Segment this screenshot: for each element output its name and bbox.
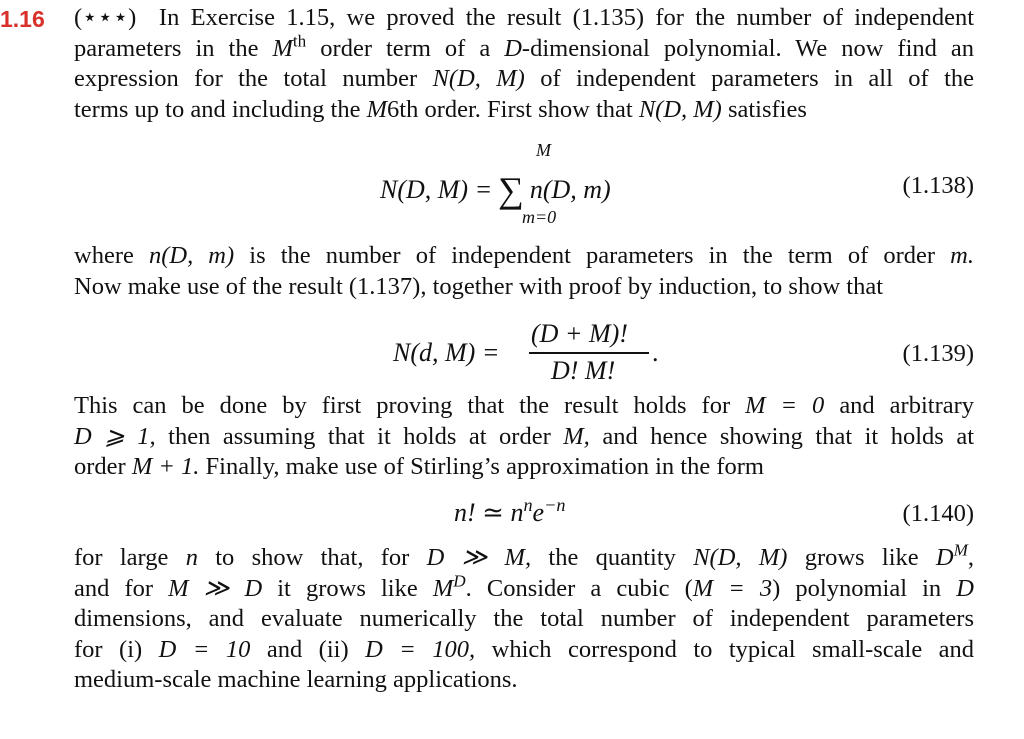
stirling-paragraph — [74, 540, 975, 696]
equation-number: (1.138) — [902, 172, 974, 199]
fraction-denominator: D! M! — [551, 356, 616, 385]
equation-1140: n! ≃ $n^ne^{-n}$ — [454, 495, 566, 527]
fraction-bar — [529, 352, 649, 354]
equation-number: (1.139) — [902, 340, 974, 367]
text-line: for (i) D = 10 and (ii) D = 100, which correspond to typical small-scale and — [74, 635, 975, 663]
text-line: This can be done by first proving that the result holds for M = 0 and arbitrary — [74, 392, 975, 419]
exercise-number: 1.16 — [0, 6, 45, 32]
text-line: medium-scale machine learning applications. — [74, 666, 518, 694]
text-line: parameters in the Mth order term of a D-dimensional polynomial. We now find an — [74, 31, 975, 62]
equation-1138: N(D, M) = ∑ n(D, m) — [380, 170, 611, 210]
equation-1139-lhs: N(d, M) = — [393, 338, 500, 367]
sum-lower-limit: m=0 — [522, 207, 557, 227]
exercise-intro-paragraph — [74, 3, 974, 125]
difficulty-stars: (⋆⋆⋆) — [74, 4, 137, 31]
text-line: order M + 1. Finally, make use of Stirling’s approximation in the form — [74, 453, 764, 481]
summation-symbol: ∑ — [498, 170, 524, 210]
text-line: Now make use of the result (1.137), together with proof by induction, to show that — [74, 272, 884, 300]
equation-period: . — [652, 338, 659, 367]
sum-upper-limit: M — [536, 140, 551, 160]
equation-number: (1.140) — [902, 500, 974, 527]
text-line: dimensions, and evaluate numerically the total number of independent parameters — [74, 605, 974, 633]
induction-paragraph — [74, 391, 974, 483]
text-line: for large n to show that, for D ≫ M, the quantity N(D, M) grows like $D^M$, — [74, 540, 975, 571]
text-line: D ⩾ 1, then assuming that it holds at order M, and hence showing that it holds at — [74, 422, 975, 450]
text-line: and for M ≫ D it grows like $M^D$. Consider a cubic (M = 3) polynomial in D — [74, 571, 974, 602]
fraction-numerator: (D + M)! — [531, 319, 628, 348]
definition-paragraph — [74, 241, 974, 302]
text-line: where n(D, m) is the number of independent parameters in the term of order m. — [74, 242, 974, 269]
text-line: terms up to and including the M6th order. First show that N(D, M) satisfies — [74, 95, 807, 123]
text-line: expression for the total number N(D, M) of independent parameters in all of the — [74, 65, 975, 93]
text-line: (⋆⋆⋆) In Exercise 1.15, we proved the result (1.135) for the number of independent — [74, 4, 974, 31]
